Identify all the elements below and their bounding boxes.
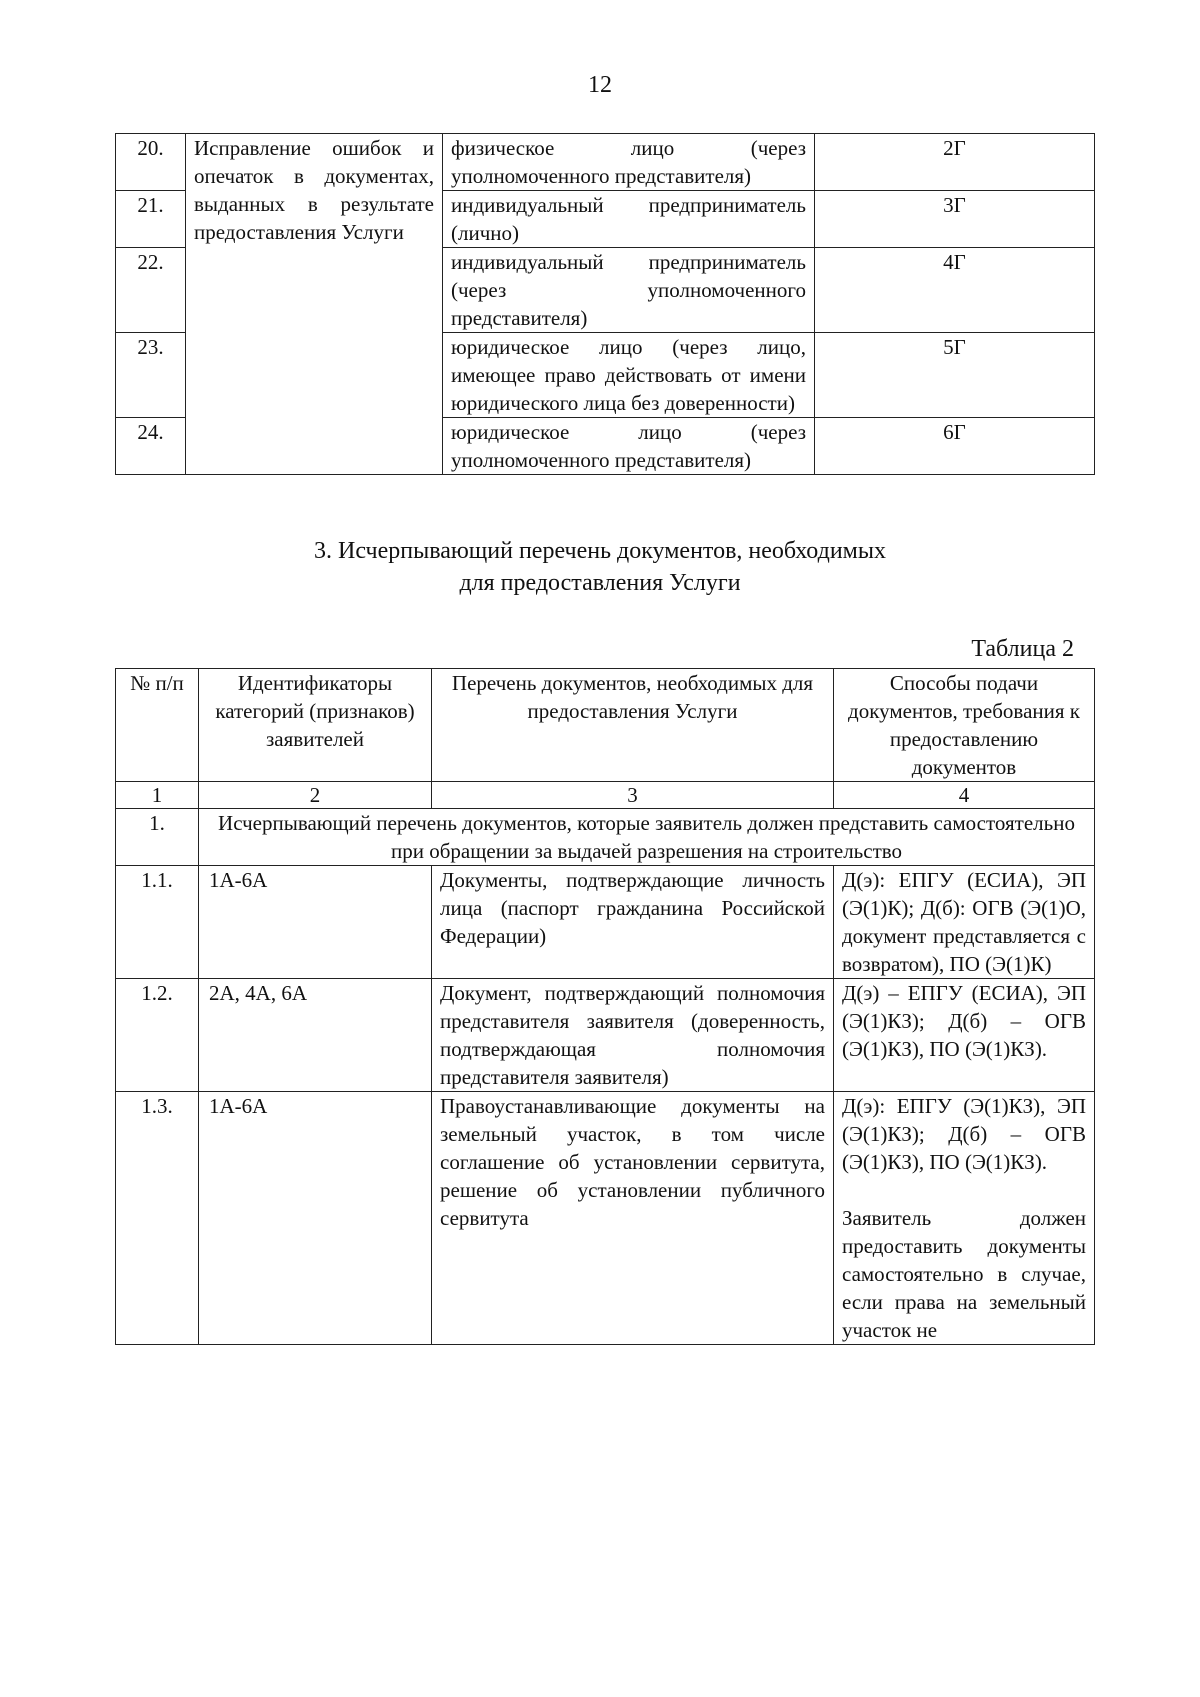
section-heading [0, 535, 1200, 599]
column-index-row [116, 782, 1095, 809]
category-ids: 2А, 4А, 6А [199, 979, 432, 1092]
row-number: 22. [116, 248, 186, 333]
section-heading-line: 3. Исчерпывающий перечень документов, необходимых [314, 538, 886, 564]
submission-methods: Д(э): ЕПГУ (Э(1)КЗ), ЭП (Э(1)КЗ); Д(б) – ОГВ (Э(1)КЗ), ПО (Э(1)КЗ). [842, 1094, 1086, 1174]
section-heading-line: для предоставления Услуги [459, 570, 741, 596]
variant-code: 4Г [815, 248, 1095, 333]
applicant-category: индивидуальный предприниматель (через уполномоченного представителя) [443, 248, 815, 333]
column-index: 3 [432, 782, 834, 809]
column-index: 4 [834, 782, 1095, 809]
row-number: 1.3. [116, 1092, 199, 1345]
row-number: 23. [116, 333, 186, 418]
row-number: 21. [116, 191, 186, 248]
header-cell: № п/п [116, 669, 199, 782]
table-header-row [116, 669, 1095, 782]
applicant-category: физическое лицо (через уполномоченного представителя) [443, 134, 815, 191]
document-list: Правоустанавливающие документы на земельный участок, в том числе соглашение об установлении сервитута, решение об установлении публичного сервитута [432, 1092, 834, 1345]
page-number: 12 [588, 72, 612, 98]
table-row [116, 866, 1095, 979]
header-cell: Идентификаторы категорий (признаков) заявителей [199, 669, 432, 782]
row-number: 1.1. [116, 866, 199, 979]
section-row [116, 809, 1095, 866]
submission-methods: Д(э): ЕПГУ (ЕСИА), ЭП (Э(1)К); Д(б): ОГВ (Э(1)О, документ представляется с возвратом), ПО (Э(1)К) [834, 866, 1095, 979]
table-row [116, 134, 1095, 191]
documents-table [115, 668, 1095, 1345]
document-list: Документы, подтверждающие личность лица (паспорт гражданина Российской Федерации) [432, 866, 834, 979]
category-ids: 1А-6А [199, 866, 432, 979]
table-label: Таблица 2 [971, 636, 1074, 662]
table-row [116, 1092, 1095, 1345]
header-cell: Перечень документов, необходимых для предоставления Услуги [432, 669, 834, 782]
applicant-categories-table [115, 133, 1095, 475]
submission-methods-cell [834, 1092, 1095, 1345]
submission-methods: Д(э) – ЕПГУ (ЕСИА), ЭП (Э(1)КЗ); Д(б) – ОГВ (Э(1)КЗ), ПО (Э(1)КЗ). [834, 979, 1095, 1092]
applicant-category: индивидуальный предприниматель (лично) [443, 191, 815, 248]
column-index: 2 [199, 782, 432, 809]
variant-code: 6Г [815, 418, 1095, 475]
section-row-text: Исчерпывающий перечень документов, которые заявитель должен представить самостоятельно при обращении за выдачей разрешения на строительство [199, 809, 1095, 866]
row-number: 24. [116, 418, 186, 475]
applicant-category: юридическое лицо (через лицо, имеющее право действовать от имени юридического лица без доверенности) [443, 333, 815, 418]
category-ids: 1А-6А [199, 1092, 432, 1345]
submission-note: Заявитель должен предоставить документы самостоятельно в случае, если права на земельный участок не [842, 1206, 1086, 1342]
table-row [116, 979, 1095, 1092]
row-number: 1. [116, 809, 199, 866]
service-variant-name: Исправление ошибок и опечаток в документах, выданных в результате предоставления Услуги [186, 134, 443, 475]
row-number: 20. [116, 134, 186, 191]
variant-code: 2Г [815, 134, 1095, 191]
document-list: Документ, подтверждающий полномочия представителя заявителя (доверенность, подтверждающая полномочия представителя заявителя) [432, 979, 834, 1092]
applicant-category: юридическое лицо (через уполномоченного представителя) [443, 418, 815, 475]
variant-code: 5Г [815, 333, 1095, 418]
column-index: 1 [116, 782, 199, 809]
variant-code: 3Г [815, 191, 1095, 248]
row-number: 1.2. [116, 979, 199, 1092]
header-cell: Способы подачи документов, требования к предоставлению документов [834, 669, 1095, 782]
